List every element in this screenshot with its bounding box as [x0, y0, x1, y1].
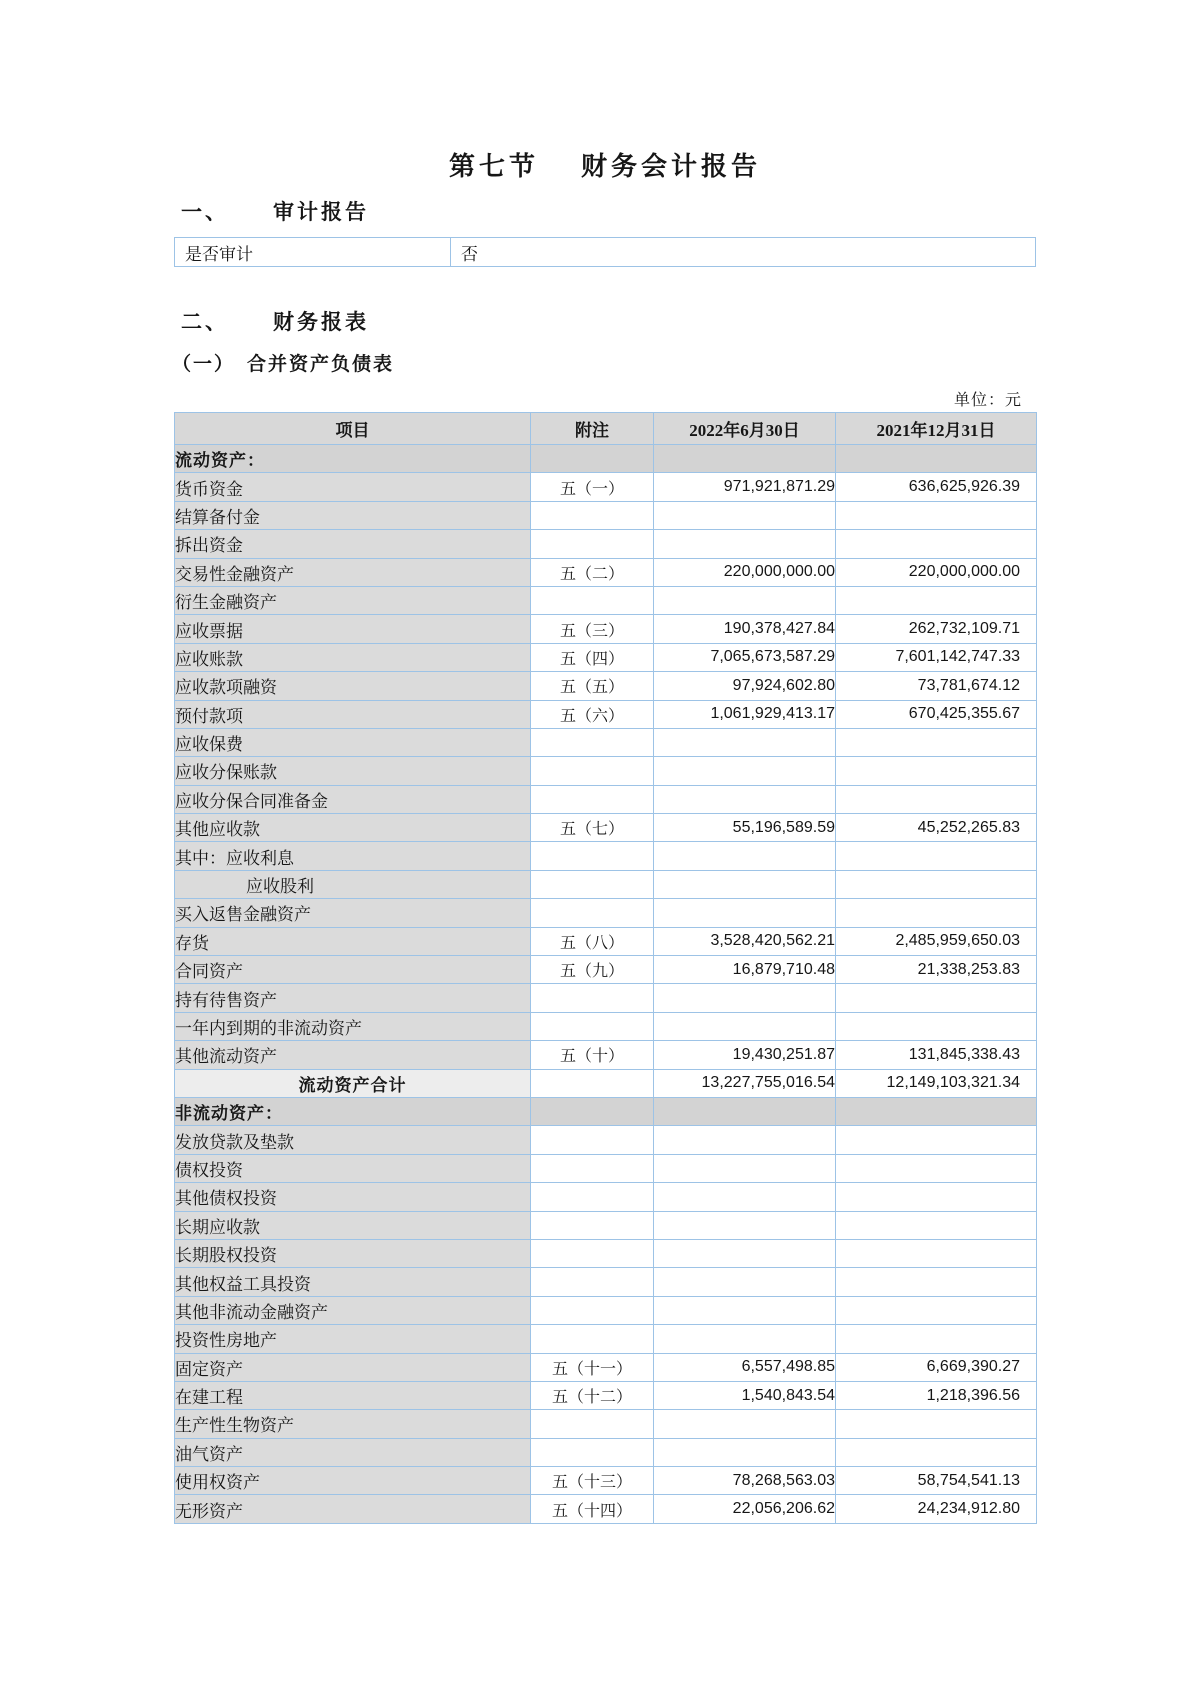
col-header-note: 附注: [531, 413, 654, 445]
item-cell: 非流动资产：: [175, 1097, 531, 1125]
value-2022-cell: 13,227,755,016.54: [654, 1069, 836, 1097]
value-2021-cell: [836, 1268, 1037, 1296]
value-2022-cell: 1,540,843.54: [654, 1381, 836, 1409]
section-numeral: 一、: [181, 201, 229, 224]
value-2022-cell: [654, 984, 836, 1012]
value-2022-cell: 19,430,251.87: [654, 1041, 836, 1069]
value-2021-cell: [836, 1410, 1037, 1438]
balance-sheet-table: [174, 412, 1037, 1524]
value-2022-cell: 22,056,206.62: [654, 1495, 836, 1523]
value-2022-cell: [654, 842, 836, 870]
item-cell: 其他债权投资: [175, 1183, 531, 1211]
value-2021-cell: 6,669,390.27: [836, 1353, 1037, 1381]
table-row: [175, 1069, 1037, 1097]
value-2021-cell: 262,732,109.71: [836, 615, 1037, 643]
item-cell: 应收款项融资: [175, 672, 531, 700]
item-cell: 长期应收款: [175, 1211, 531, 1239]
value-2022-cell: [654, 1126, 836, 1154]
value-2021-cell: [836, 1012, 1037, 1040]
value-2021-cell: [836, 785, 1037, 813]
table-row: [175, 814, 1037, 842]
table-row: [175, 728, 1037, 756]
item-cell: 存货: [175, 927, 531, 955]
item-cell: 其他应收款: [175, 814, 531, 842]
value-2022-cell: [654, 1410, 836, 1438]
note-cell: [531, 1410, 654, 1438]
table-row: [175, 1495, 1037, 1523]
note-cell: 五（一）: [531, 473, 654, 501]
value-2022-cell: 97,924,602.80: [654, 672, 836, 700]
value-2022-cell: [654, 530, 836, 558]
note-cell: [531, 757, 654, 785]
item-cell: 货币资金: [175, 473, 531, 501]
value-2022-cell: [654, 1325, 836, 1353]
table-row: [175, 501, 1037, 529]
value-2022-cell: [654, 445, 836, 473]
audit-answer-cell: 否: [451, 238, 1036, 267]
note-cell: [531, 1097, 654, 1125]
item-cell: 买入返售金融资产: [175, 899, 531, 927]
note-cell: 五（十四）: [531, 1495, 654, 1523]
note-cell: [531, 1325, 654, 1353]
value-2021-cell: [836, 1097, 1037, 1125]
value-2022-cell: [654, 870, 836, 898]
note-cell: 五（十二）: [531, 1381, 654, 1409]
table-row: [175, 1268, 1037, 1296]
note-cell: [531, 870, 654, 898]
value-2021-cell: 58,754,541.13: [836, 1467, 1037, 1495]
item-cell: 油气资产: [175, 1438, 531, 1466]
note-cell: [531, 984, 654, 1012]
note-cell: [531, 785, 654, 813]
value-2021-cell: 7,601,142,747.33: [836, 643, 1037, 671]
item-cell: 拆出资金: [175, 530, 531, 558]
note-cell: [531, 1183, 654, 1211]
value-2022-cell: [654, 728, 836, 756]
note-cell: 五（八）: [531, 927, 654, 955]
note-cell: 五（五）: [531, 672, 654, 700]
table-row: [175, 1126, 1037, 1154]
table-row: [175, 927, 1037, 955]
note-cell: 五（七）: [531, 814, 654, 842]
value-2022-cell: [654, 1268, 836, 1296]
value-2021-cell: [836, 586, 1037, 614]
item-cell: 固定资产: [175, 1353, 531, 1381]
table-row: [175, 870, 1037, 898]
item-cell: 应收票据: [175, 615, 531, 643]
item-cell: 应收账款: [175, 643, 531, 671]
note-cell: 五（十一）: [531, 1353, 654, 1381]
value-2021-cell: [836, 1211, 1037, 1239]
note-cell: 五（六）: [531, 700, 654, 728]
note-cell: [531, 1069, 654, 1097]
table-row: [175, 842, 1037, 870]
note-cell: [531, 842, 654, 870]
table-row: [175, 1325, 1037, 1353]
table-row: [175, 700, 1037, 728]
value-2021-cell: [836, 1183, 1037, 1211]
section-label: 审计报告: [273, 201, 369, 224]
table-row: [175, 1381, 1037, 1409]
value-2021-cell: [836, 899, 1037, 927]
value-2022-cell: [654, 1239, 836, 1267]
note-cell: [531, 1296, 654, 1324]
item-cell: 投资性房地产: [175, 1325, 531, 1353]
value-2022-cell: [654, 1097, 836, 1125]
value-2022-cell: 55,196,589.59: [654, 814, 836, 842]
balance-sheet-body: [175, 445, 1037, 1524]
note-cell: 五（十三）: [531, 1467, 654, 1495]
table-row: [175, 1410, 1037, 1438]
table-row: [175, 238, 1036, 267]
note-cell: [531, 445, 654, 473]
table-row: [175, 530, 1037, 558]
table-row: [175, 899, 1037, 927]
table-row: [175, 1012, 1037, 1040]
value-2021-cell: [836, 1296, 1037, 1324]
page-title: [174, 146, 1036, 183]
table-row: [175, 672, 1037, 700]
value-2022-cell: [654, 757, 836, 785]
unit-label: 单位：元: [953, 392, 1022, 409]
value-2021-cell: [836, 1325, 1037, 1353]
note-cell: [531, 1438, 654, 1466]
value-2021-cell: 220,000,000.00: [836, 558, 1037, 586]
subsection-numeral: （一）: [172, 354, 236, 375]
value-2021-cell: 73,781,674.12: [836, 672, 1037, 700]
item-cell: 持有待售资产: [175, 984, 531, 1012]
table-row: [175, 1353, 1037, 1381]
value-2021-cell: 1,218,396.56: [836, 1381, 1037, 1409]
item-cell: 在建工程: [175, 1381, 531, 1409]
item-cell: 使用权资产: [175, 1467, 531, 1495]
table-row: [175, 558, 1037, 586]
value-2022-cell: [654, 899, 836, 927]
value-2021-cell: 636,625,926.39: [836, 473, 1037, 501]
value-2021-cell: [836, 1438, 1037, 1466]
value-2022-cell: [654, 1154, 836, 1182]
value-2022-cell: [654, 1296, 836, 1324]
value-2022-cell: [654, 1211, 836, 1239]
value-2021-cell: [836, 870, 1037, 898]
value-2022-cell: 3,528,420,562.21: [654, 927, 836, 955]
table-row: [175, 1154, 1037, 1182]
value-2022-cell: 971,921,871.29: [654, 473, 836, 501]
value-2022-cell: 7,065,673,587.29: [654, 643, 836, 671]
item-cell: 其他非流动金融资产: [175, 1296, 531, 1324]
value-2022-cell: 190,378,427.84: [654, 615, 836, 643]
value-2022-cell: 6,557,498.85: [654, 1353, 836, 1381]
item-cell: 交易性金融资产: [175, 558, 531, 586]
item-cell: 长期股权投资: [175, 1239, 531, 1267]
note-cell: 五（十）: [531, 1041, 654, 1069]
col-header-2022: 2022年6月30日: [654, 413, 836, 445]
audit-question-cell: 是否审计: [175, 238, 451, 267]
section-numeral: 二、: [181, 311, 229, 334]
value-2022-cell: [654, 501, 836, 529]
note-cell: [531, 1126, 654, 1154]
table-row: [175, 757, 1037, 785]
value-2022-cell: 78,268,563.03: [654, 1467, 836, 1495]
value-2021-cell: [836, 728, 1037, 756]
item-cell: 应收保费: [175, 728, 531, 756]
value-2021-cell: 131,845,338.43: [836, 1041, 1037, 1069]
title-text: 财务会计报告: [581, 151, 762, 181]
note-cell: [531, 1268, 654, 1296]
note-cell: 五（九）: [531, 956, 654, 984]
note-cell: [531, 728, 654, 756]
value-2021-cell: [836, 984, 1037, 1012]
item-cell: 其中：应收利息: [175, 842, 531, 870]
value-2022-cell: [654, 1438, 836, 1466]
value-2021-cell: [836, 842, 1037, 870]
table-row: [175, 445, 1037, 473]
item-cell: 结算备付金: [175, 501, 531, 529]
value-2021-cell: 24,234,912.80: [836, 1495, 1037, 1523]
item-cell: 一年内到期的非流动资产: [175, 1012, 531, 1040]
header-row: [175, 413, 1037, 445]
value-2021-cell: 12,149,103,321.34: [836, 1069, 1037, 1097]
note-cell: [531, 501, 654, 529]
section-heading-financial-statements: [181, 306, 369, 336]
item-cell: 衍生金融资产: [175, 586, 531, 614]
table-row: [175, 785, 1037, 813]
note-cell: [531, 1154, 654, 1182]
value-2021-cell: 2,485,959,650.03: [836, 927, 1037, 955]
item-cell: 其他权益工具投资: [175, 1268, 531, 1296]
item-cell: 流动资产：: [175, 445, 531, 473]
audit-table: [174, 237, 1036, 267]
value-2021-cell: [836, 1154, 1037, 1182]
note-cell: [531, 530, 654, 558]
title-section-number: 第七节: [448, 151, 539, 181]
value-2021-cell: 21,338,253.83: [836, 956, 1037, 984]
col-header-2021: 2021年12月31日: [836, 413, 1037, 445]
table-row: [175, 473, 1037, 501]
note-cell: [531, 1211, 654, 1239]
value-2022-cell: 16,879,710.48: [654, 956, 836, 984]
note-cell: 五（三）: [531, 615, 654, 643]
item-cell: 流动资产合计: [175, 1069, 531, 1097]
subsection-label: 合并资产负债表: [247, 354, 395, 375]
item-cell: 生产性生物资产: [175, 1410, 531, 1438]
table-row: [175, 1239, 1037, 1267]
item-cell: 应收分保账款: [175, 757, 531, 785]
note-cell: [531, 899, 654, 927]
col-header-item: 项目: [175, 413, 531, 445]
note-cell: 五（二）: [531, 558, 654, 586]
note-cell: [531, 1012, 654, 1040]
item-cell: 应收股利: [175, 870, 531, 898]
value-2021-cell: [836, 1239, 1037, 1267]
value-2022-cell: [654, 1012, 836, 1040]
value-2022-cell: [654, 785, 836, 813]
table-row: [175, 1211, 1037, 1239]
value-2022-cell: 220,000,000.00: [654, 558, 836, 586]
item-cell: 预付款项: [175, 700, 531, 728]
subsection-heading-balance-sheet: [172, 349, 394, 376]
table-row: [175, 1438, 1037, 1466]
value-2021-cell: 45,252,265.83: [836, 814, 1037, 842]
item-cell: 债权投资: [175, 1154, 531, 1182]
table-row: [175, 643, 1037, 671]
value-2021-cell: [836, 1126, 1037, 1154]
value-2022-cell: 1,061,929,413.17: [654, 700, 836, 728]
note-cell: 五（四）: [531, 643, 654, 671]
table-row: [175, 1041, 1037, 1069]
value-2022-cell: [654, 1183, 836, 1211]
table-row: [175, 1467, 1037, 1495]
value-2022-cell: [654, 586, 836, 614]
item-cell: 合同资产: [175, 956, 531, 984]
table-row: [175, 984, 1037, 1012]
table-row: [175, 956, 1037, 984]
value-2021-cell: 670,425,355.67: [836, 700, 1037, 728]
item-cell: 其他流动资产: [175, 1041, 531, 1069]
table-row: [175, 1296, 1037, 1324]
value-2021-cell: [836, 530, 1037, 558]
item-cell: 无形资产: [175, 1495, 531, 1523]
table-row: [175, 586, 1037, 614]
table-row: [175, 615, 1037, 643]
note-cell: [531, 1239, 654, 1267]
item-cell: 发放贷款及垫款: [175, 1126, 531, 1154]
value-2021-cell: [836, 757, 1037, 785]
section-label: 财务报表: [273, 311, 369, 334]
value-2021-cell: [836, 501, 1037, 529]
table-row: [175, 1097, 1037, 1125]
section-heading-audit-report: [181, 196, 369, 226]
table-row: [175, 1183, 1037, 1211]
note-cell: [531, 586, 654, 614]
item-cell: 应收分保合同准备金: [175, 785, 531, 813]
value-2021-cell: [836, 445, 1037, 473]
